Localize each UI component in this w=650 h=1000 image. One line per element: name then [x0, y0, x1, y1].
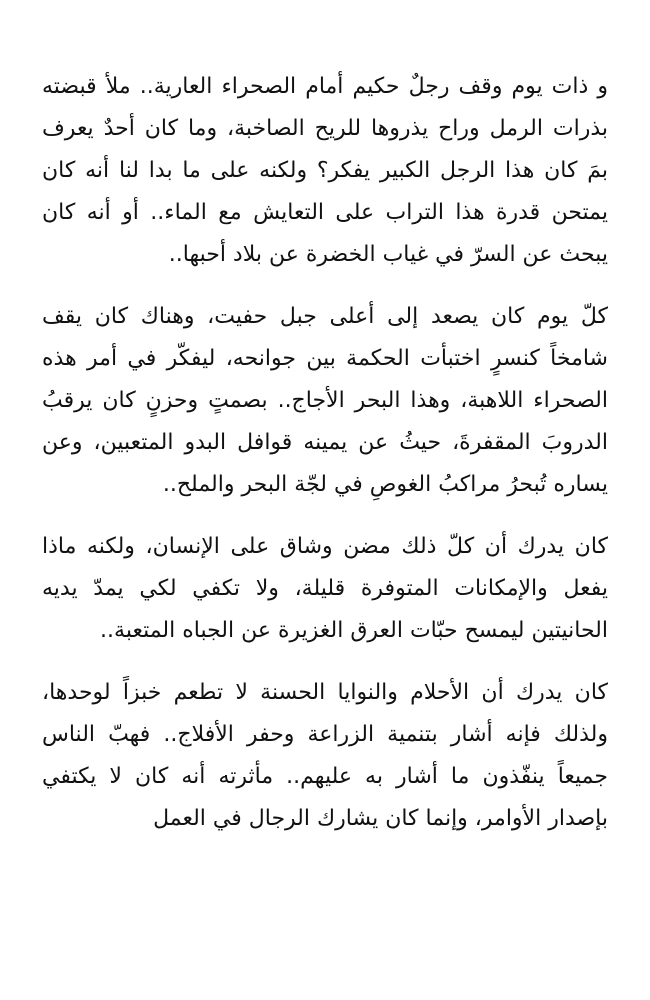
paragraph-4: كان يدرك أن الأحلام والنوايا الحسنة لا تطعم خبزاً لوحدها، ولذلك فإنه أشار بتنمية الزراعة وحفر الأفلاج.. فهبّ الناس جميعاً ينفّذون ما أشار به عليهم.. مأثرته أنه كان لا يكتفي بإصدار الأوامر، وإنما كان يشارك الرجال في العمل	[42, 680, 608, 831]
paragraph-2: كلّ يوم كان يصعد إلى أعلى جبل حفيت، وهناك كان يقف شامخاً كنسرٍ اختبأت الحكمة بين جوانحه، ليفكّر في أمر هذه الصحراء اللاهبة، وهذا البحر الأجاج.. بصمتٍ وحزنٍ كان يرقبُ الدروبَ المقفرةَ، حيثُ عن يمينه قوافل البدو المتعبين، وعن يساره تُبحرُ مراكبُ الغوصِ في لجّة البحر والملح..	[42, 304, 608, 497]
paragraph-3: كان يدرك أن كلّ ذلك مضن وشاق على الإنسان، ولكنه ماذا يفعل والإمكانات المتوفرة قليلة، ولا تكفي لكي يمدّ يديه الحانيتين ليمسح حبّات العرق الغزيرة عن الجباه المتعبة..	[42, 534, 608, 643]
paragraph-1: و ذات يوم وقف رجلٌ حكيم أمام الصحراء العارية.. ملأ قبضته بذرات الرمل وراح يذروها للريح الصاخبة، وما كان أحدٌ يعرف بمَ كان هذا الرجل الكبير يفكر؟ ولكنه على ما بدا لنا أنه كان يمتحن قدرة هذا التراب على التعايش مع الماء.. أو أنه كان يبحث عن السرّ في غياب الخضرة عن بلاد أحبها..	[42, 74, 608, 267]
